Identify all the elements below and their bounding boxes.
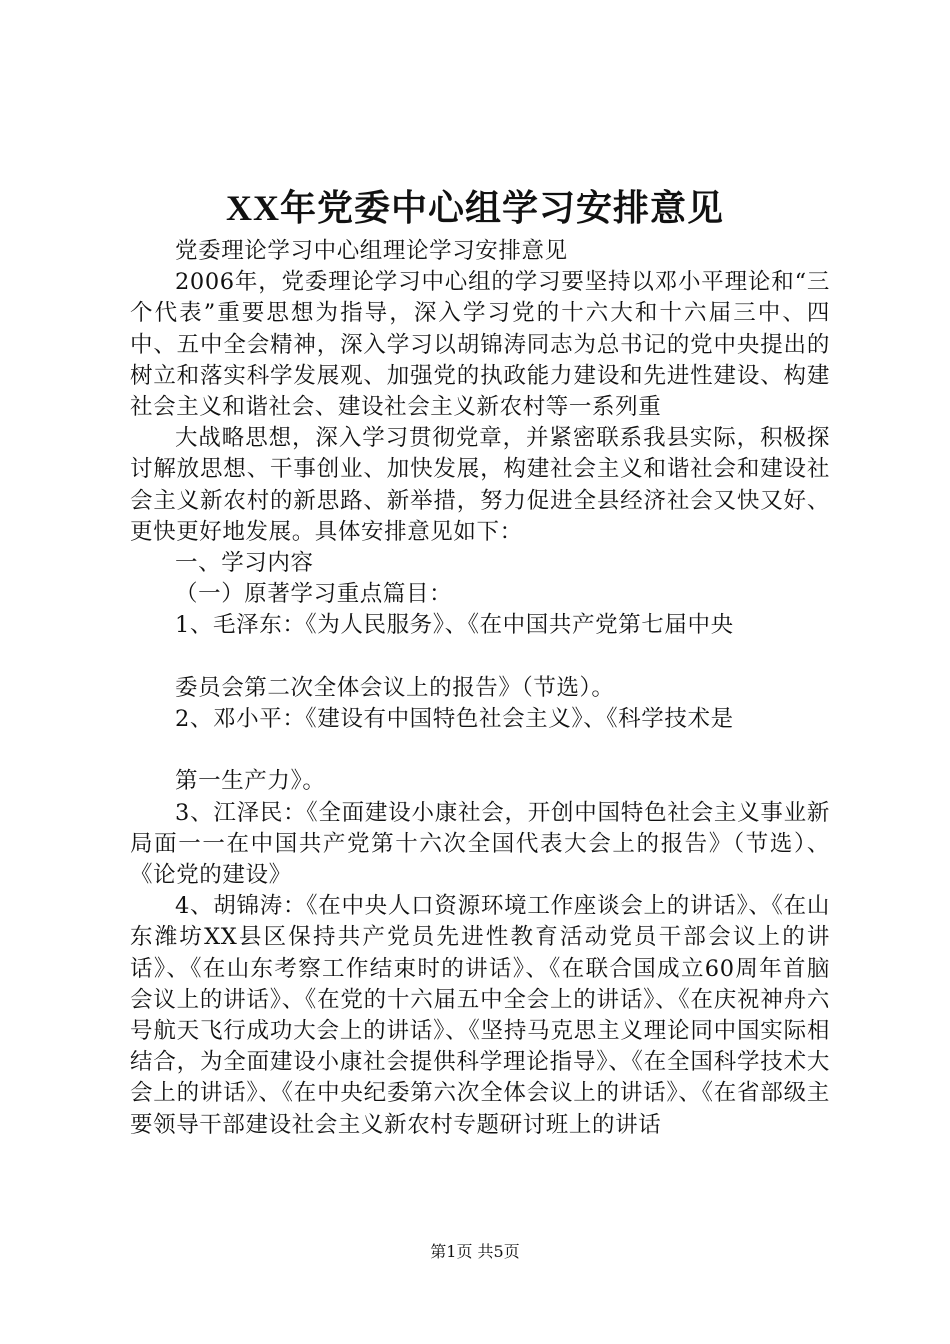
document-body [130,236,830,1141]
paragraph-intro: 2006年，党委理论学习中心组的学习要坚持以邓小平理论和“三个代表”重要思想为指导，深入学习党的十六大和十六届三中、四中、五中全会精神，深入学习以胡锦涛同志为总书记的党中央提出的树立和落实科学发展观、加强党的执政能力建设和先进性建设、构建社会主义和谐社会、建设社会主义新农村等一系列重 [130,269,830,421]
document-title: XX年党委中心组学习安排意见 [226,188,724,228]
list-item-mao: 1、毛泽东：《为人民服务》、《在中国共产党第七届中央 [175,612,734,639]
list-item-jiang: 3、江泽民：《全面建设小康社会，开创中国特色社会主义事业新局面一一在中国共产党第十六次全国代表大会上的报告》（节选）、《论党的建设》 [130,799,830,889]
list-item-deng: 2、邓小平：《建设有中国特色社会主义》、《科学技术是 [175,706,734,733]
section-heading-study-content: 一、学习内容 [175,550,314,577]
list-item-deng-continued: 第一生产力》。 [175,768,326,795]
list-item-mao-continued: 委员会第二次全体会议上的报告》（节选）。 [175,674,615,701]
paragraph-subtitle: 党委理论学习中心组理论学习安排意见 [175,238,568,264]
list-item-hu: 4、胡锦涛：《在中央人口资源环境工作座谈会上的讲话》、《在山东潍坊XX县区保持共产党员先进性教育活动党员干部会议上的讲话》、《在山东考察工作结束时的讲话》、《在联合国成立60周年首脑会议上的讲话》、《在党的十六届五中全会上的讲话》、《在庆祝神舟六号航天飞行成功大会上的讲话》、《坚持马克思主义理论同中国实际相结合，为全面建设小康社会提供科学理论指导》、《在全国科学技术大会上的讲话》、《在中央纪委第六次全体会议上的讲话》、《在省部级主要领导干部建设社会主义新农村专题研讨班上的讲话 [130,893,830,1138]
paragraph-strategy: 大战略思想，深入学习贯彻党章，并紧密联系我县实际，积极探讨解放思想、干事创业、加快发展，构建社会主义和谐社会和建设社会主义新农村的新思路、新举措，努力促进全县经济社会又快又好、更快更好地发展。具体安排意见如下： [130,425,830,545]
subsection-heading-original-works: （一）原著学习重点篇目： [175,581,453,608]
page-number-footer: 第1页 共5页 [430,1242,520,1261]
blank-gap [130,735,830,766]
blank-gap [130,642,830,673]
